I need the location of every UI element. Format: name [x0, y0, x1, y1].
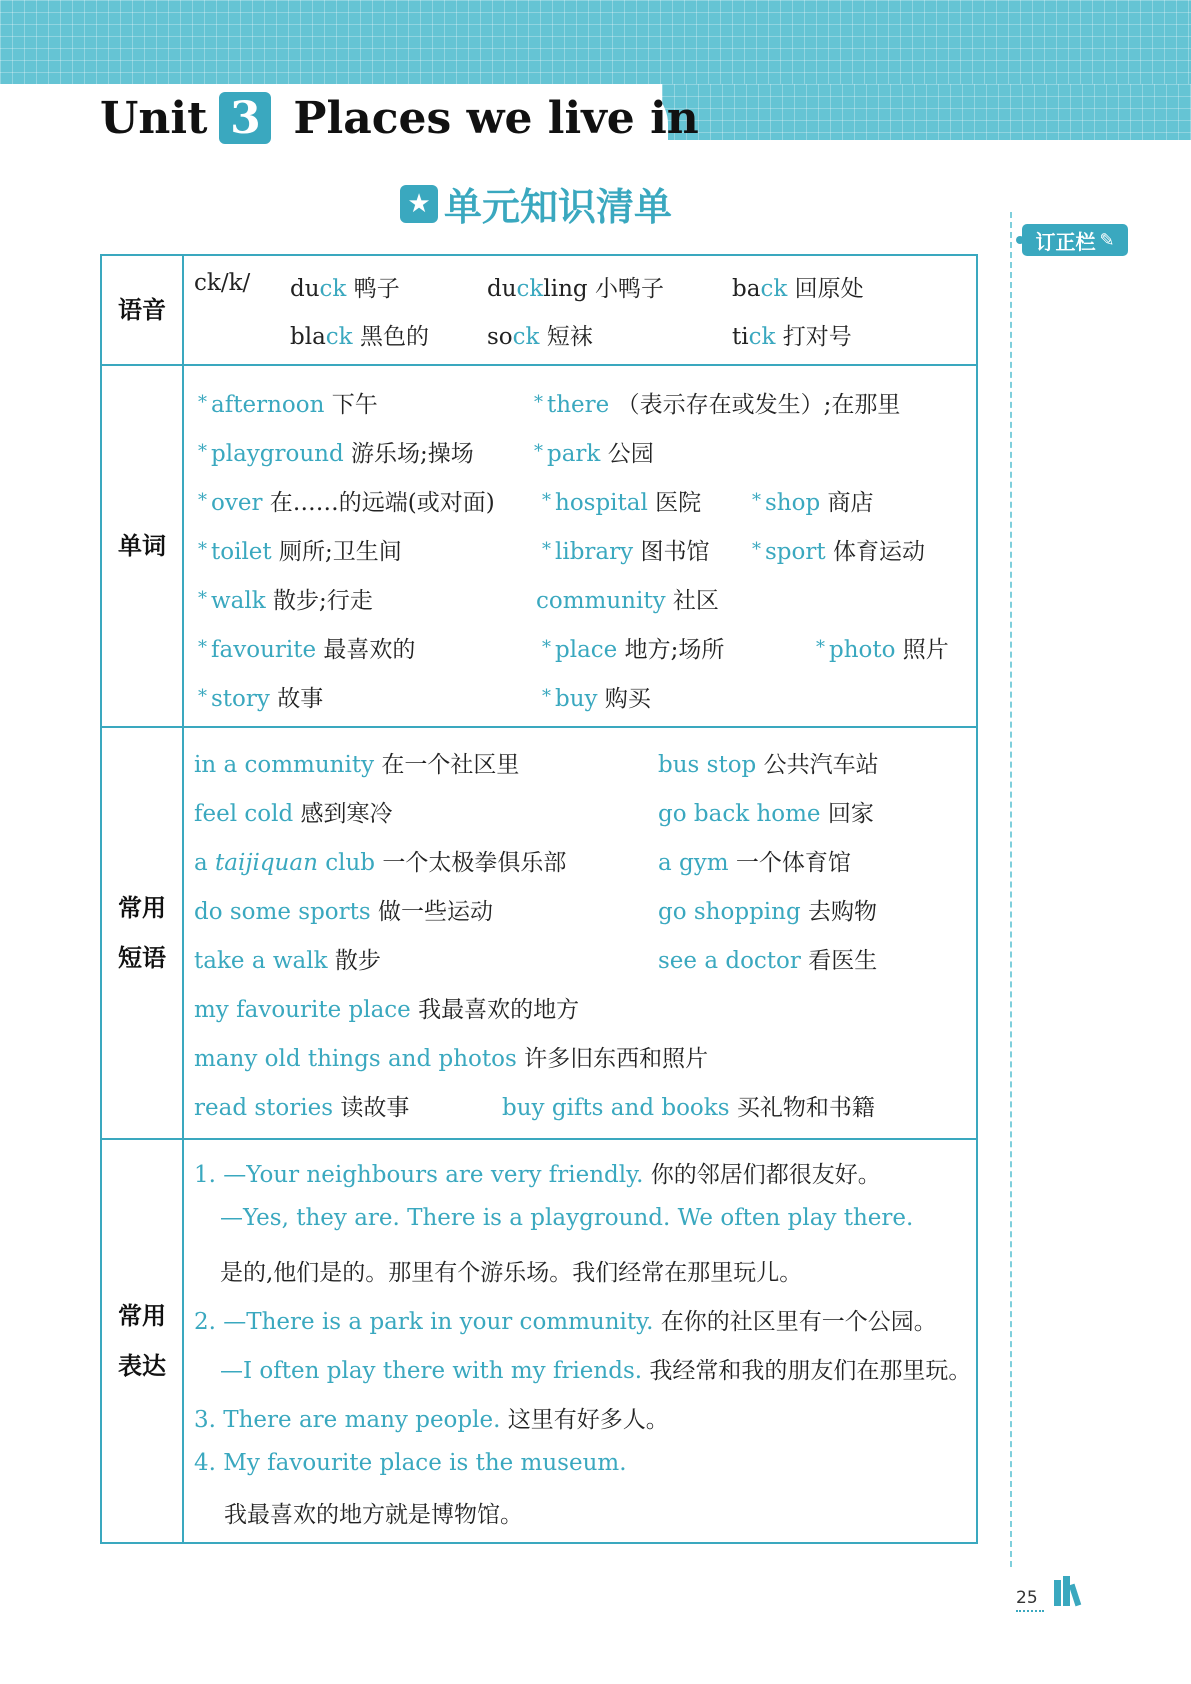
- section-title: 单元知识清单: [444, 185, 673, 229]
- word-item: * hospital 医院: [542, 490, 702, 516]
- word-item: * park 公园: [534, 441, 654, 467]
- page-number: 25: [1016, 1588, 1044, 1612]
- word-item: * afternoon 下午: [198, 392, 378, 418]
- word-item: * place 地方;场所: [542, 637, 725, 663]
- pencil-icon: ✎: [1099, 229, 1115, 251]
- unit-word: Unit: [100, 92, 208, 144]
- phrase-item: feel cold 感到寒冷: [194, 801, 393, 827]
- expression-line: 是的,他们是的。那里有个游乐场。我们经常在那里玩儿。: [220, 1260, 803, 1286]
- words-row: [102, 366, 976, 728]
- phrase-item: go shopping 去购物: [658, 899, 877, 925]
- phonics-item: back 回原处: [732, 276, 864, 302]
- phrase-item: buy gifts and books 买礼物和书籍: [502, 1095, 875, 1121]
- expression-line: —I often play there with my friends. 我经常和我的朋友们在那里玩。: [220, 1358, 972, 1384]
- phonics-label: 语音: [102, 256, 184, 364]
- expression-line: 4. My favourite place is the museum.: [194, 1450, 627, 1476]
- phonics-item: duck 鸭子: [290, 276, 400, 302]
- word-item: * sport 体育运动: [752, 539, 925, 565]
- header-band-right: [662, 84, 1191, 140]
- phonics-item: black 黑色的: [290, 324, 429, 350]
- phrases-row: [102, 728, 976, 1140]
- unit-number-badge: 3: [219, 92, 271, 144]
- expression-line: 1. —Your neighbours are very friendly. 你的邻居们都很友好。: [194, 1162, 881, 1188]
- word-item: * there （表示存在或发生）;在那里: [534, 392, 901, 418]
- word-item: * favourite 最喜欢的: [198, 637, 416, 663]
- word-item: * shop 商店: [752, 490, 874, 516]
- expressions-label: 常用 表达: [102, 1140, 184, 1542]
- phrases-label: 常用 短语: [102, 728, 184, 1138]
- unit-title: [100, 92, 699, 144]
- words-label: 单词: [102, 366, 184, 726]
- header-band: [0, 0, 1191, 84]
- word-item: * buy 购买: [542, 686, 651, 712]
- phrase-item: read stories 读故事: [194, 1095, 410, 1121]
- phrase-item: a taijiquan club 一个太极拳俱乐部: [194, 850, 567, 876]
- expressions-row: [102, 1140, 976, 1542]
- phrase-item: take a walk 散步: [194, 948, 381, 974]
- phrase-item: bus stop 公共汽车站: [658, 752, 879, 778]
- knowledge-table: [100, 254, 978, 1544]
- phonics-item: sock 短袜: [487, 324, 593, 350]
- expression-line: 3. There are many people. 这里有好多人。: [194, 1407, 669, 1433]
- star-icon: ★: [400, 185, 438, 223]
- correction-label: 订正栏: [1035, 229, 1096, 254]
- word-item: * walk 散步;行走: [198, 588, 373, 614]
- word-item: * photo 照片: [816, 637, 949, 663]
- phonics-item: tick 打对号: [732, 324, 852, 350]
- section-heading: [400, 176, 672, 231]
- expression-line: 2. —There is a park in your community. 在你的社区里有一个公园。: [194, 1309, 937, 1335]
- phrase-item: do some sports 做一些运动: [194, 899, 493, 925]
- word-item: * library 图书馆: [542, 539, 710, 565]
- word-item: * story 故事: [198, 686, 324, 712]
- phrase-item: go back home 回家: [658, 801, 874, 827]
- books-icon: [1054, 1576, 1078, 1606]
- phrase-item: a gym 一个体育馆: [658, 850, 851, 876]
- word-item: * toilet 厕所;卫生间: [198, 539, 402, 565]
- expression-line: 我最喜欢的地方就是博物馆。: [224, 1502, 523, 1528]
- phrase-item: see a doctor 看医生: [658, 948, 878, 974]
- correction-divider: [1010, 212, 1012, 1567]
- word-item: * playground 游乐场;操场: [198, 441, 474, 467]
- correction-tag: [1022, 224, 1128, 256]
- phrase-item: many old things and photos 许多旧东西和照片: [194, 1046, 709, 1072]
- phrase-item: in a community 在一个社区里: [194, 752, 520, 778]
- phonics-pattern: ck/k/: [194, 270, 251, 296]
- phrase-item: my favourite place 我最喜欢的地方: [194, 997, 580, 1023]
- unit-title-text: Places we live in: [293, 92, 699, 144]
- phonics-row: [102, 256, 976, 366]
- word-item: community 社区: [536, 588, 719, 614]
- word-item: * over 在……的远端(或对面): [198, 490, 495, 516]
- expression-line: —Yes, they are. There is a playground. We often play there.: [220, 1205, 914, 1231]
- phonics-item: duckling 小鸭子: [487, 276, 664, 302]
